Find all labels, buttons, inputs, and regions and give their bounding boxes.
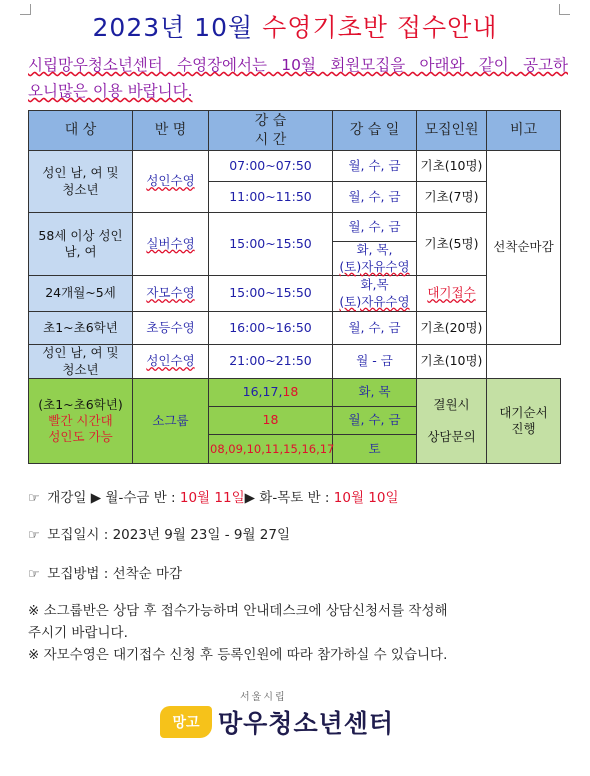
method-text: 모집방법 : 선착순 마감 [47, 566, 183, 582]
cell-note-first-come: 선착순마감 [487, 151, 561, 345]
schedule-table [28, 110, 561, 464]
cell-target-baby: 24개월~5세 [29, 276, 133, 312]
cell-days: 화, 목 [333, 379, 417, 407]
notes [28, 600, 568, 666]
cell-time: 18 [209, 407, 333, 435]
pointing-hand-icon: ☞ [28, 491, 40, 506]
info-method [28, 562, 182, 582]
pointing-hand-icon: ☞ [28, 528, 40, 543]
cell-class-senior: 실버수영 [133, 213, 209, 276]
cell-time: 15:00~15:50 [209, 213, 333, 276]
cell-target-kid: 초1~초6학년 [29, 312, 133, 345]
title-basic-class: 기초반 [312, 13, 388, 42]
cell-days: 월, 수, 금 [333, 312, 417, 345]
table-row [29, 276, 561, 312]
info-open-dates [28, 486, 399, 506]
header-note: 비고 [487, 111, 561, 151]
intro-line-1: 시립망우청소년센터 수영장에서는 10월 회원모집을 아래와 같이 공고하 [28, 56, 568, 74]
cell-quota: 기초(10명) [417, 345, 487, 379]
intro-text [28, 52, 568, 104]
period-text: 모집일시 : 2023년 9월 23일 - 9월 27일 [47, 527, 291, 543]
open-mwf-label: 월-수금 반 : [105, 490, 176, 506]
logo-subtitle: 서울시립 [240, 692, 287, 703]
header-time: 강 습 시 간 [209, 111, 333, 151]
table-row [29, 312, 561, 345]
title-month: 2023년 10월 [92, 13, 254, 42]
cell-days: 월, 수, 금 [333, 213, 417, 242]
cell-target-small-group: (초1~초6학년) 빨간 시간대 성인도 가능 [29, 379, 133, 464]
cell-time: 15:00~15:50 [209, 276, 333, 312]
cell-quota: 기초(5명) [417, 213, 487, 276]
cell-days: 화, 목, (토)자유수영 [333, 242, 417, 276]
cell-target-senior: 58세 이상 성인 남, 여 [29, 213, 133, 276]
play-triangle-icon: ▶ [244, 490, 255, 506]
title-swim: 수영 [262, 13, 313, 42]
table-header-row [29, 111, 561, 151]
cell-days: 월, 수, 금 [333, 182, 417, 213]
header-target: 대 상 [29, 111, 133, 151]
cell-time: 16,17,18 [209, 379, 333, 407]
cell-time: 11:00~11:50 [209, 182, 333, 213]
center-logo [160, 688, 430, 748]
open-tts-date: 10월 10일 [333, 490, 399, 506]
cell-time: 08,09,10,11,15,16,17 [209, 435, 333, 464]
cell-class-baby: 자모수영 [133, 276, 209, 312]
header-quota: 모집인원 [417, 111, 487, 151]
cell-quota-waitlist: 대기접수 [417, 276, 487, 312]
logo-center-name: 망우청소년센터 [218, 709, 395, 738]
pointing-hand-icon: ☞ [28, 567, 40, 582]
cell-time: 16:00~16:50 [209, 312, 333, 345]
cell-days: 월, 수, 금 [333, 407, 417, 435]
cell-class-kid: 초등수영 [133, 312, 209, 345]
cell-time: 07:00~07:50 [209, 151, 333, 182]
cell-time: 21:00~21:50 [209, 345, 333, 379]
cell-days: 화,목 (토)자유수영 [333, 276, 417, 312]
table-row [29, 379, 561, 407]
open-tts-label: 화-목토 반 : [259, 490, 330, 506]
logo-badge-text: 망고 [172, 715, 200, 731]
cell-class-adult: 성인수영 [133, 151, 209, 213]
title-registration: 접수안내 [396, 13, 498, 42]
play-triangle-icon: ▶ [90, 490, 102, 506]
open-label: 개강일 [47, 490, 87, 506]
header-class-name: 반 명 [133, 111, 209, 151]
header-days: 강 습 일 [333, 111, 417, 151]
cell-quota: 기초(20명) [417, 312, 487, 345]
cell-quota: 기초(7명) [417, 182, 487, 213]
cell-class-small-group: 소그룹 [133, 379, 209, 464]
table-row [29, 151, 561, 182]
cell-quota: 기초(10명) [417, 151, 487, 182]
cell-quota-small-group: 결원시 상담문의 [417, 379, 487, 464]
cell-days: 토 [333, 435, 417, 464]
cell-target-adult: 성인 남, 여 및 청소년 [29, 151, 133, 213]
open-mwf-date: 10월 11일 [179, 490, 245, 506]
cell-note-small-group: 대기순서 진행 [487, 379, 561, 464]
table-row [29, 213, 561, 242]
page-title [0, 8, 590, 44]
note-line-1: ※ 소그룹반은 상담 후 접수가능하며 안내데스크에 상담신청서를 작성해 [28, 603, 448, 619]
table-row [29, 345, 561, 379]
cell-days: 월, 수, 금 [333, 151, 417, 182]
intro-line-2: 오니많은 이용 바랍니다. [28, 82, 193, 100]
cell-target-evening: 성인 남, 여 및 청소년 [29, 345, 133, 379]
info-period [28, 523, 290, 543]
note-line-3: ※ 자모수영은 대기접수 신청 후 등록인원에 따라 참가하실 수 있습니다. [28, 647, 448, 663]
note-line-2: 주시기 바랍니다. [28, 625, 128, 641]
cell-days: 월 - 금 [333, 345, 417, 379]
cell-class-evening: 성인수영 [133, 345, 209, 379]
